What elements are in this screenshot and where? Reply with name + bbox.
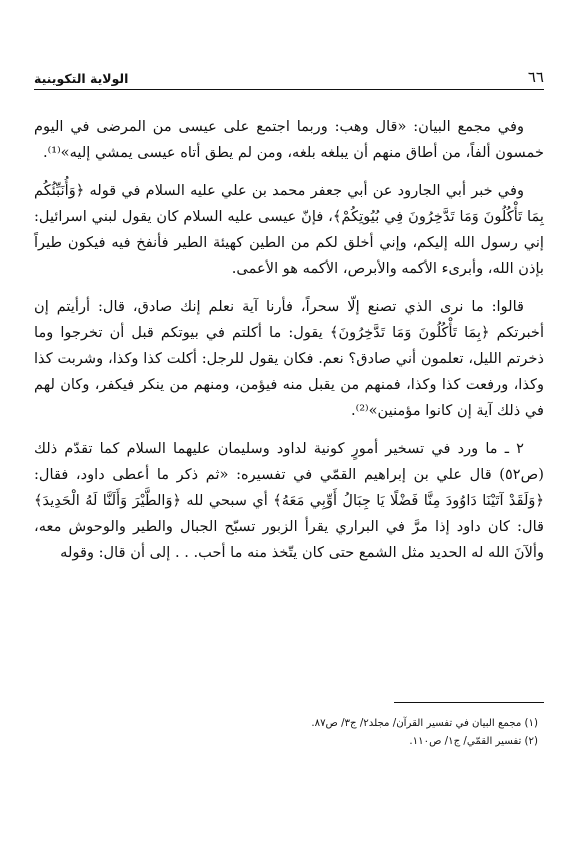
running-header — [34, 64, 544, 90]
paragraph-4: ٢ ـ ما ورد في تسخير أمورٍ كونية لداود وسليمان عليهما السلام كما تقدّم ذلك (ص٥٢) قال علي بن إبراهيم القمّي في تفسيره: «ثم ذكر ما أعطى داود، فقال: ﴿وَلَقَدْ آتَيْنَا دَاوُودَ مِنَّا فَضْلًا يَا جِبَالُ أَوِّبِي مَعَهُ﴾ أي سبحي لله ﴿وَالطَّيْرَ وَأَلَنَّا لَهُ الْحَدِيدَ﴾ قال: كان داود إذا مرَّ في البراري يقرأ الزبور تسبّح الجبال والطير والوحوش معه، وألآنَ الله له الحديد مثل الشمع حتى كان يتّخذ منه ما أحب. . . إلى أن قال: وقوله — [34, 440, 544, 561]
paragraph-1: وفي مجمع البيان: «قال وهب: وربما اجتمع على عيسى من المرضى في اليوم خمسون ألفاً، من أطاق منهم أن يبلغه بلغه، ومن لم يطق أتاه عيسى يمشي إليه»⁽¹⁾. — [34, 118, 544, 161]
running-title: الولاية التكوينية — [34, 71, 129, 86]
page-number: ٦٦ — [527, 68, 544, 86]
footnote-divider — [394, 702, 544, 703]
main-text — [34, 114, 544, 578]
footnote-1: (١) مجمع البيان في تفسير القرآن/ مجلد٢/ ج٣/ ص٨٧. — [311, 718, 538, 729]
paragraph-2: وفي خبر أبي الجارود عن أبي جعفر محمد بن علي عليه السلام في قوله ﴿وَأُنَبِّئُكُم بِمَا تَأْكُلُونَ وَمَا تَدَّخِرُونَ فِي بُيُوتِكُمْ﴾، فإنّ عيسى عليه السلام كان يقول لبني اسرائيل: إني رسول الله إليكم، وإني أخلق لكم من الطين كهيئة الطير فأنفخ فيه فيكون طيراً بإذن الله، وأبرىء الأكمه والأبرص، الأكمه هو الأعمى. — [34, 182, 544, 277]
paragraph-3: قالوا: ما نرى الذي تصنع إلّا سحراً، فأرنا آية نعلم إنك صادق، قال: أرأيتم إن أخبرتكم ﴿بِمَا تَأْكُلُونَ وَمَا تَدَّخِرُونَ﴾ يقول: ما أكلتم في بيوتكم قبل أن تخرجوا وما ذخرتم الليل، تعلمون أني صادق؟ نعم. فكان يقول للرجل: أكلت كذا وكذا، وشربت كذا وكذا، ورفعت كذا وكذا، فمنهم من يقبل منه فيؤمن، ومنهم من ينكر فيكفر، وكان لهم في ذلك آية إن كانوا مؤمنين»⁽²⁾. — [34, 298, 544, 419]
footnotes — [34, 702, 544, 751]
footnote-2: (٢) تفسير القمّي/ ج١/ ص١١٠. — [409, 736, 538, 747]
